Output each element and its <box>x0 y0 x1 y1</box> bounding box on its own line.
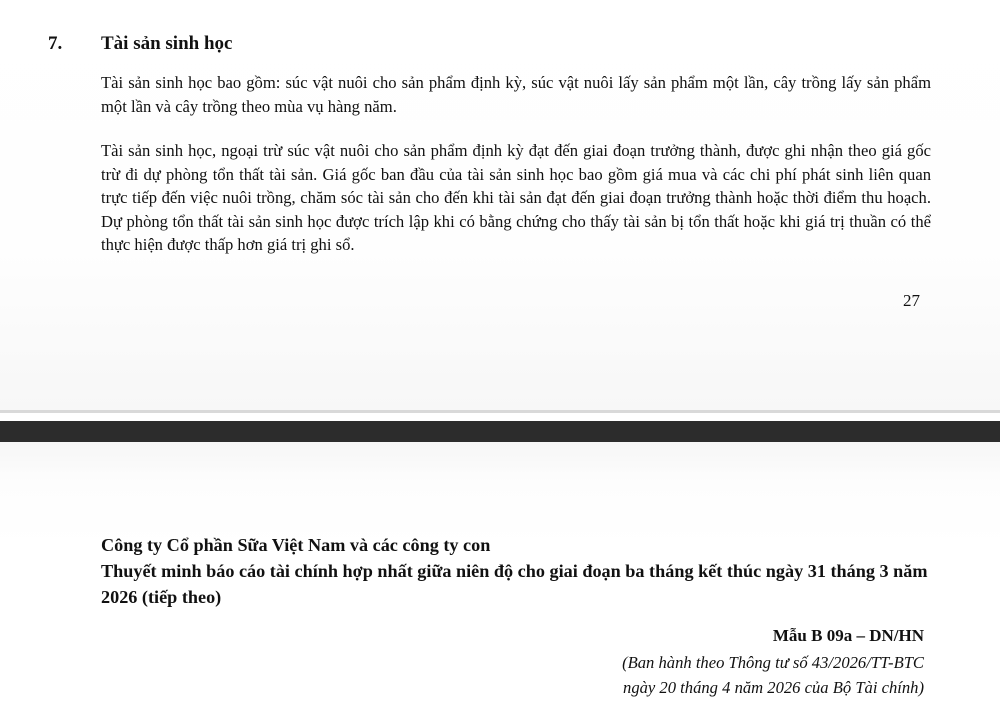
page-number: 27 <box>903 291 920 310</box>
section-number: 7. <box>48 33 63 54</box>
issuance-note <box>622 650 924 700</box>
issuance-note-line-2: ngày 20 tháng 4 năm 2026 của Bộ Tài chính) <box>623 678 924 697</box>
section-paragraph-2: Tài sản sinh học, ngoại trừ súc vật nuôi cho sản phẩm định kỳ đạt đến giai đoạn trưởng thành, được ghi nhận theo giá gốc trừ đi dự phòng tổn thất tài sản. Giá gốc ban đầu của tài sản sinh học bao gồm giá mua và các chi phí phát sinh liên quan trực tiếp đến việc nuôi trồng, chăm sóc tài sản cho đến khi tài sản đạt đến giai đoạn trưởng thành hoặc thời điểm thu hoạch. Dự phòng tổn thất tài sản sinh học được trích lập khi có bằng chứng cho thấy tài sản bị tổn thất hoặc khi giá trị thuần có thể thực hiện được thấp hơn giá trị ghi sổ. <box>101 141 931 254</box>
page-edge-divider <box>0 410 1000 413</box>
issuance-note-line-1: (Ban hành theo Thông tư số 43/2026/TT-BTC <box>622 653 924 672</box>
section-title: Tài sản sinh học <box>101 33 233 54</box>
section-paragraph-1: Tài sản sinh học bao gồm: súc vật nuôi cho sản phẩm định kỳ, súc vật nuôi lấy sản phẩm một lần, cây trồng lấy sản phẩm một lần và cây trồng theo mùa vụ hàng năm. <box>101 73 931 116</box>
document-page-bottom <box>0 442 1000 705</box>
report-title: Thuyết minh báo cáo tài chính hợp nhất giữa niên độ cho giai đoạn ba tháng kết thúc ngày 31 tháng 3 năm 2026 (tiếp theo) <box>101 561 928 607</box>
page-gap[interactable] <box>0 421 1000 442</box>
company-name: Công ty Cổ phần Sữa Việt Nam và các công ty con <box>101 535 491 555</box>
form-code: Mẫu B 09a – DN/HN <box>772 626 924 645</box>
